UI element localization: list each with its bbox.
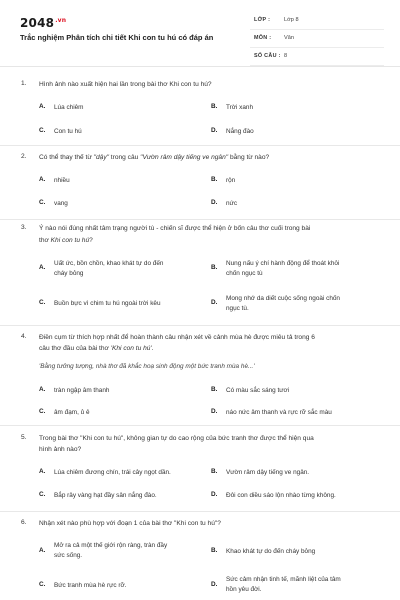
- meta-row-subject: [250, 30, 384, 48]
- question-text-line-1: Ý nào nói đúng nhất tâm trạng người tù - chiến sĩ được thể hiện ở bốn câu thơ cuối trong bài: [39, 225, 311, 232]
- option-text[interactable]: vang: [54, 200, 68, 207]
- option-text[interactable]: Đôi con diều sáo lộn nhào từng không.: [226, 492, 336, 499]
- question-1: [0, 66, 400, 146]
- option-letter[interactable]: A.: [39, 547, 46, 554]
- option-letter[interactable]: A.: [39, 468, 46, 475]
- meta-value: 8: [284, 53, 288, 59]
- option-text[interactable]: Trời xanh: [226, 104, 254, 111]
- question-text-line-2: thơ Khi con tu hú?: [39, 237, 93, 244]
- option-letter[interactable]: B.: [211, 547, 218, 554]
- option-letter[interactable]: D.: [211, 408, 218, 415]
- option-letter[interactable]: A.: [39, 386, 46, 393]
- question-text-line-1: Trong bài thơ "Khi con tu hú", không gian tự do cao rộng của bức tranh thơ được thể hiện qua: [39, 435, 314, 442]
- option-text[interactable]: Con tu hú: [54, 128, 82, 135]
- meta-label: MÔN :: [254, 35, 272, 41]
- option-text[interactable]: âm đạm, ủ ê: [54, 409, 90, 416]
- meta-row-count: [250, 48, 384, 66]
- option-letter[interactable]: C.: [39, 581, 46, 588]
- option-letter[interactable]: A.: [39, 176, 46, 183]
- quiz-meta-table: [250, 12, 384, 66]
- option-letter[interactable]: B.: [211, 264, 218, 271]
- option-text[interactable]: Mong nhớ da diết cuộc sống ngoài chốn ngục tù.: [226, 295, 340, 312]
- question-text: Có thể thay thế từ "dậy" trong câu "Vườn râm dậy tiếng ve ngân" bằng từ nào?: [39, 154, 270, 161]
- option-text[interactable]: Uất ức, bồn chồn, khao khát tự do đến cháy bỏng: [54, 260, 164, 277]
- option-text[interactable]: Bức tranh mùa hè rực rỡ.: [54, 582, 127, 589]
- option-letter[interactable]: D.: [211, 127, 218, 134]
- question-text-line-1: Điền cụm từ thích hợp nhất để hoàn thành câu nhận xét về cảnh mùa hè được miêu tả trong 6: [39, 334, 315, 341]
- question-5: [0, 425, 400, 512]
- option-text[interactable]: Buồn bực vì chim tu hú ngoài trời kêu: [54, 300, 161, 307]
- question-text: Nhận xét nào phù hợp với đoạn 1 của bài thơ "Khi con tu hú"?: [39, 520, 221, 527]
- option-letter[interactable]: C.: [39, 199, 46, 206]
- question-4: [0, 325, 400, 426]
- option-letter[interactable]: D.: [211, 491, 218, 498]
- page-header: [0, 0, 400, 67]
- option-letter[interactable]: B.: [211, 103, 218, 110]
- option-letter[interactable]: B.: [211, 386, 218, 393]
- option-text[interactable]: Mở ra cả một thế giới rộn ràng, tràn đầy sức sống.: [54, 542, 168, 559]
- option-letter[interactable]: C.: [39, 299, 46, 306]
- option-letter[interactable]: B.: [211, 468, 218, 475]
- question-3: [0, 219, 400, 326]
- option-letter[interactable]: A.: [39, 103, 46, 110]
- option-text[interactable]: Có màu sắc sáng tươi: [226, 387, 290, 394]
- meta-label: LỚP :: [254, 17, 271, 23]
- option-text[interactable]: Sức cảm nhận tinh tế, mãnh liệt của tâm hồn yêu đời.: [226, 576, 341, 593]
- option-letter[interactable]: C.: [39, 408, 46, 415]
- meta-row-class: [250, 12, 384, 30]
- option-text[interactable]: Lúa chiêm: [54, 104, 84, 111]
- question-text-line-2: câu thơ đầu của bài thơ 'Khi con tu hú'.: [39, 345, 154, 352]
- question-text: Hình ảnh nào xuất hiện hai lần trong bài thơ Khi con tu hú?: [39, 81, 212, 88]
- option-text[interactable]: Lúa chiêm đương chín, trái cây ngọt dần.: [54, 469, 171, 476]
- option-text[interactable]: Bắp rây vàng hạt đầy sân nắng đào.: [54, 492, 157, 499]
- question-2: [0, 145, 400, 220]
- option-letter[interactable]: D.: [211, 199, 218, 206]
- question-number: 3.: [21, 224, 27, 231]
- option-text[interactable]: rộn: [226, 177, 236, 184]
- option-letter[interactable]: A.: [39, 264, 46, 271]
- question-number: 1.: [21, 80, 27, 87]
- option-text[interactable]: Khao khát tự do đến cháy bỏng: [226, 548, 316, 555]
- question-number: 6.: [21, 519, 27, 526]
- question-text-line-2: hình ảnh nào?: [39, 446, 82, 453]
- question-number: 2.: [21, 153, 27, 160]
- meta-label: SỐ CÂU :: [254, 53, 281, 59]
- question-quote: 'Bằng tưởng tượng, nhà thơ đã khắc hoạ sinh động một bức tranh mùa hè...': [39, 363, 255, 370]
- option-text[interactable]: Nung nấu ý chí hành động để thoát khỏi chốn ngục tù: [226, 260, 340, 277]
- question-number: 5.: [21, 434, 27, 441]
- option-text[interactable]: nức: [226, 200, 238, 207]
- option-text[interactable]: nhiều: [54, 177, 70, 184]
- option-letter[interactable]: D.: [211, 299, 218, 306]
- option-letter[interactable]: C.: [39, 127, 46, 134]
- option-letter[interactable]: B.: [211, 176, 218, 183]
- option-text[interactable]: náo nức âm thanh và rực rỡ sắc màu: [226, 409, 332, 416]
- question-number: 4.: [21, 333, 27, 340]
- option-text[interactable]: Nắng đào: [226, 128, 254, 135]
- meta-value: Văn: [284, 35, 294, 41]
- quiz-title: Trắc nghiệm Phân tích chi tiết Khi con tu hú có đáp án: [20, 33, 214, 42]
- option-text[interactable]: tràn ngập âm thanh: [54, 387, 110, 394]
- site-logo[interactable]: $2048^{.vn}$: [20, 16, 67, 30]
- option-text[interactable]: Vườn râm dậy tiếng ve ngân.: [226, 469, 310, 476]
- question-6: [0, 511, 400, 600]
- option-letter[interactable]: D.: [211, 581, 218, 588]
- meta-value: Lớp 8: [284, 17, 299, 23]
- option-letter[interactable]: C.: [39, 491, 46, 498]
